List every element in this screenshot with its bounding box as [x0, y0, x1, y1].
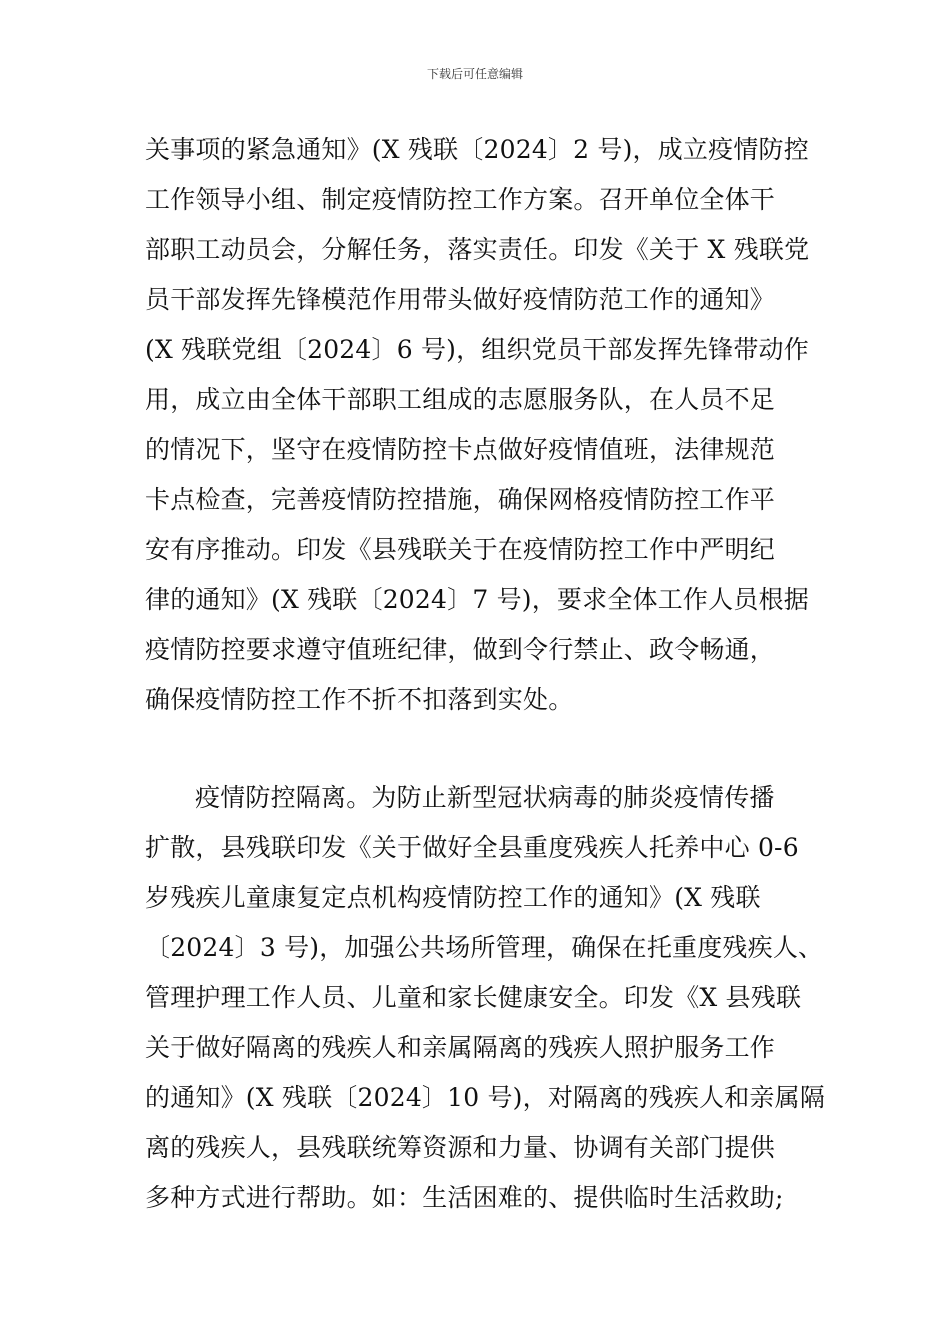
text-line: 〔2024〕3 号)，加强公共场所管理，确保在托重度残疾人、	[145, 933, 824, 962]
text-line-first: 疫情防控隔离。为防止新型冠状病毒的肺炎疫情传播	[195, 783, 775, 812]
text-line: 扩散，县残联印发《关于做好全县重度残疾人托养中心 0-6	[145, 833, 799, 862]
text-line: 的通知》(X 残联〔2024〕10 号)，对隔离的残疾人和亲属隔	[145, 1083, 826, 1112]
text-line: (X 残联党组〔2024〕6 号)，组织党员干部发挥先锋带动作	[145, 335, 809, 364]
text-line: 安有序推动。印发《县残联关于在疫情防控工作中严明纪	[145, 535, 776, 564]
text-line: 卡点检查，完善疫情防控措施，确保网格疫情防控工作平	[145, 485, 776, 514]
paragraph-2	[145, 773, 826, 1223]
text-line: 离的残疾人，县残联统筹资源和力量、协调有关部门提供	[145, 1133, 776, 1162]
text-line: 关事项的紧急通知》(X 残联〔2024〕2 号)，成立疫情防控	[145, 135, 809, 164]
text-line: 多种方式进行帮助。如：生活困难的、提供临时生活救助;	[145, 1183, 784, 1212]
text-line: 工作领导小组、制定疫情防控工作方案。召开单位全体干	[145, 185, 776, 214]
paragraph-1	[145, 125, 810, 725]
text-line: 的情况下，坚守在疫情防控卡点做好疫情值班，法律规范	[145, 435, 776, 464]
text-line: 疫情防控要求遵守值班纪律，做到令行禁止、政令畅通，	[145, 635, 776, 664]
text-line: 律的通知》(X 残联〔2024〕7 号)，要求全体工作人员根据	[145, 585, 809, 614]
page-header: 下载后可任意编辑	[426, 67, 523, 81]
text-line: 关于做好隔离的残疾人和亲属隔离的残疾人照护服务工作	[145, 1033, 776, 1062]
text-line: 用，成立由全体干部职工组成的志愿服务队，在人员不足	[145, 385, 776, 414]
text-line: 岁残疾儿童康复定点机构疫情防控工作的通知》(X 残联	[145, 883, 761, 912]
text-line: 部职工动员会，分解任务，落实责任。印发《关于 X 残联党	[145, 235, 810, 264]
text-line: 管理护理工作人员、儿童和家长健康安全。印发《X 县残联	[145, 983, 802, 1012]
text-line: 员干部发挥先锋模范作用带头做好疫情防范工作的通知》	[145, 285, 776, 314]
text-line: 确保疫情防控工作不折不扣落到实处。	[145, 685, 574, 714]
